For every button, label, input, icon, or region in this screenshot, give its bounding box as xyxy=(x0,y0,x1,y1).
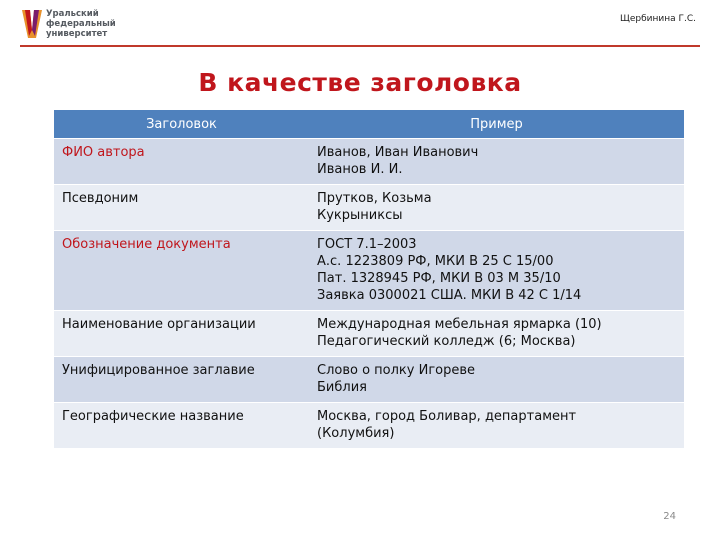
author-name: Щербинина Г.С. xyxy=(620,14,696,24)
row-label: Псевдоним xyxy=(54,185,309,231)
table-row xyxy=(54,185,684,231)
example-line: Иванов, Иван Иванович xyxy=(317,145,479,160)
example-line: Кукрыниксы xyxy=(317,208,403,223)
row-example xyxy=(309,357,684,403)
row-example xyxy=(309,403,684,449)
table-row xyxy=(54,357,684,403)
example-line: Москва, город Боливар, департамент xyxy=(317,409,577,424)
row-example xyxy=(309,139,684,185)
row-example xyxy=(309,311,684,357)
logo-line: Уральский xyxy=(46,9,99,19)
example-line: (Колумбия) xyxy=(317,426,395,441)
example-line: Заявка 0300021 США. МКИ В 42 С 1/14 xyxy=(317,288,582,303)
example-line: Педагогический колледж (6; Москва) xyxy=(317,334,576,349)
page-number: 24 xyxy=(663,511,676,522)
column-header-example: Пример xyxy=(309,110,684,139)
example-line: Слово о полку Игореве xyxy=(317,363,476,378)
row-example xyxy=(309,231,684,311)
table-row xyxy=(54,403,684,449)
table-header-row xyxy=(54,110,684,139)
row-label: ФИО автора xyxy=(54,139,309,185)
row-label: Обозначение документа xyxy=(54,231,309,311)
row-label: Унифицированное заглавие xyxy=(54,357,309,403)
table-row xyxy=(54,139,684,185)
logo-line: федеральный xyxy=(46,19,116,29)
page-title: В качестве заголовка xyxy=(198,68,522,97)
example-line: Иванов И. И. xyxy=(317,162,403,177)
examples-table xyxy=(54,110,684,448)
row-label: Географические название xyxy=(54,403,309,449)
column-header-heading: Заголовок xyxy=(54,110,309,139)
example-line: Международная мебельная ярмарка (10) xyxy=(317,317,602,332)
logo-line: университет xyxy=(46,29,108,39)
table-row xyxy=(54,231,684,311)
example-line: А.с. 1223809 РФ, МКИ В 25 С 15/00 xyxy=(317,254,554,269)
row-example xyxy=(309,185,684,231)
university-logo xyxy=(20,8,130,42)
row-label: Наименование организации xyxy=(54,311,309,357)
example-line: Библия xyxy=(317,380,367,395)
example-line: ГОСТ 7.1–2003 xyxy=(317,237,417,252)
table-row xyxy=(54,311,684,357)
header-divider xyxy=(20,45,700,47)
logo-text xyxy=(46,9,116,39)
example-line: Прутков, Козьма xyxy=(317,191,432,206)
example-line: Пат. 1328945 РФ, МКИ В 03 М 35/10 xyxy=(317,271,561,286)
urfu-emblem-icon xyxy=(20,8,44,42)
